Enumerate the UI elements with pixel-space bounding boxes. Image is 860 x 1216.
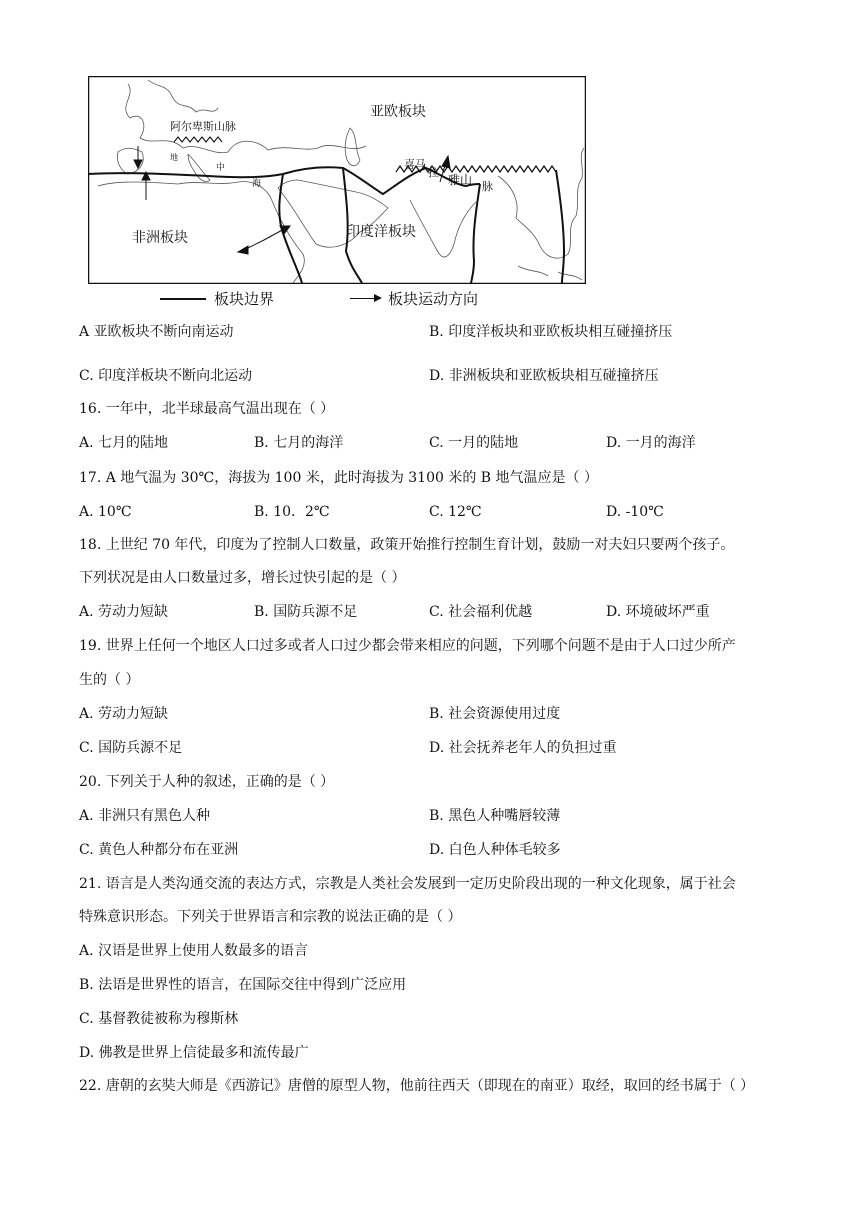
legend-direction-arrow <box>350 298 380 299</box>
q16-stem: 16. 一年中，北半球最高气温出现在（ ） <box>79 401 335 417</box>
mediterranean-label: 地 <box>170 153 178 162</box>
himalaya-label: 雅山 <box>448 173 473 187</box>
q17-option-c: C. 12℃ <box>429 504 482 520</box>
q18-stem-line2: 下列状况是由人口数量过多，增长过快引起的是（ ） <box>79 570 406 586</box>
q19-option-d: D. 社会抚养老年人的负担过重 <box>429 740 617 756</box>
eurasian-plate-label: 亚欧板块 <box>370 104 426 120</box>
q21-option-b: B. 法语是世界性的语言，在国际交往中得到广泛应用 <box>79 977 407 993</box>
q22-stem: 22. 唐朝的玄奘大师是《西游记》唐僧的原型人物，他前往西天（即现在的南亚）取经，取回的经书属于（ ） <box>79 1078 755 1094</box>
q17-option-a: A. 10℃ <box>79 504 132 520</box>
legend-boundary-line <box>160 298 206 300</box>
q20-option-a: A. 非洲只有黑色人种 <box>79 808 211 824</box>
q21-option-a: A. 汉语是世界上使用人数最多的语言 <box>79 943 309 959</box>
q19-stem-line2: 生的（ ） <box>79 672 140 688</box>
q20-option-b: B. 黑色人种嘴唇较薄 <box>429 808 561 824</box>
q15-option-b: B. 印度洋板块和亚欧板块相互碰撞挤压 <box>429 324 673 340</box>
q16-option-d: D. 一月的海洋 <box>606 435 696 451</box>
himalaya-label: 喜马 <box>404 158 426 171</box>
mediterranean-label: 海 <box>252 179 262 189</box>
himalaya-label: 脉 <box>482 180 493 193</box>
q18-option-d: D. 环境破坏严重 <box>606 604 710 620</box>
q19-option-b: B. 社会资源使用过度 <box>429 706 561 722</box>
q16-option-c: C. 一月的陆地 <box>429 435 519 451</box>
q20-option-d: D. 白色人种体毛较多 <box>429 842 561 858</box>
q17-option-b: B. 10．2℃ <box>254 504 330 520</box>
indian-ocean-plate-label: 印度洋板块 <box>346 224 416 240</box>
q15-option-c: C. 印度洋板块不断向北运动 <box>79 368 253 384</box>
himalaya-label: 拉 <box>428 166 439 179</box>
q18-option-a: A. 劳动力短缺 <box>79 604 169 620</box>
alps-label: 阿尔卑斯山脉 <box>170 120 236 133</box>
q17-option-d: D. -10℃ <box>606 504 664 520</box>
q15-option-d: D. 非洲板块和亚欧板块相互碰撞挤压 <box>429 368 659 384</box>
q19-option-a: A. 劳动力短缺 <box>79 706 169 722</box>
african-plate-label: 非洲板块 <box>132 230 188 246</box>
q21-stem-line1: 21. 语言是人类沟通交流的表达方式，宗教是人类社会发展到一定历史阶段出现的一种文化现象，属于社会 <box>79 876 736 892</box>
q21-option-c: C. 基督教徒被称为穆斯林 <box>79 1011 239 1027</box>
q20-option-c: C. 黄色人种都分布在亚洲 <box>79 842 239 858</box>
q18-option-c: C. 社会福利优越 <box>429 604 533 620</box>
q17-stem: 17. A 地气温为 30℃，海拔为 100 米，此时海拔为 3100 米的 B 地气温应是（ ） <box>79 470 598 486</box>
q21-stem-line2: 特殊意识形态。下列关于世界语言和宗教的说法正确的是（ ） <box>79 909 462 925</box>
q16-option-a: A. 七月的陆地 <box>79 435 169 451</box>
q21-option-d: D. 佛教是世界上信徒最多和流传最广 <box>79 1045 309 1061</box>
legend-direction-label: 板块运动方向 <box>388 290 479 308</box>
q19-stem-line1: 19. 世界上任何一个地区人口过多或者人口过少都会带来相应的问题，下列哪个问题不是由于人口过少所产 <box>79 638 736 654</box>
q18-stem-line1: 18. 上世纪 70 年代，印度为了控制人口数量，政策开始推行控制生育计划，鼓励一对夫妇只要两个孩子。 <box>79 537 735 553</box>
plate-map <box>88 76 586 284</box>
q19-option-c: C. 国防兵源不足 <box>79 740 183 756</box>
q15-option-a: A 亚欧板块不断向南运动 <box>79 324 234 340</box>
q18-option-b: B. 国防兵源不足 <box>254 604 358 620</box>
legend-boundary-label: 板块边界 <box>214 290 275 308</box>
mediterranean-label: 中 <box>216 163 226 173</box>
q16-option-b: B. 七月的海洋 <box>254 435 344 451</box>
q20-stem: 20. 下列关于人种的叙述，正确的是（ ） <box>79 774 335 790</box>
